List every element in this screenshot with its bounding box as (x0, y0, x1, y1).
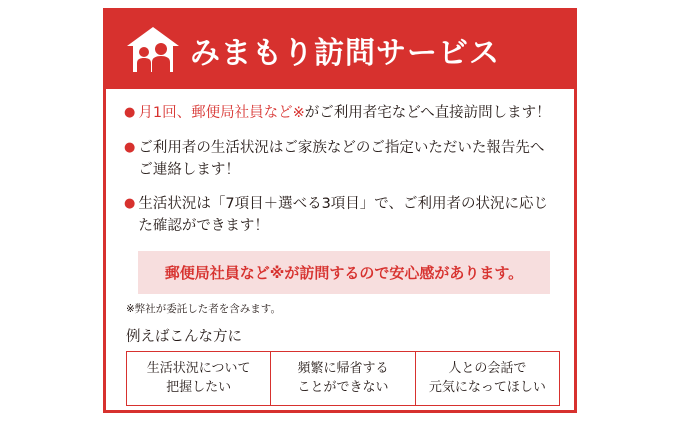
example-cell: 頻繁に帰省する ことができない (271, 352, 415, 406)
example-cell: 生活状況について 把握したい (127, 352, 271, 406)
example-section-title: 例えばこんな方に (126, 328, 242, 345)
bullet-dot-icon: ● (124, 139, 136, 155)
list-item (124, 138, 556, 182)
example-table (126, 351, 560, 407)
list-item-text (138, 103, 556, 125)
service-card (103, 8, 577, 413)
card-header (106, 11, 574, 89)
example-cell: 人との会話で 元気になってほしい (428, 360, 546, 395)
list-item-text: 生活状況は「7項目＋選べる3項目」で、ご利用者の状況に応じた確認ができます！ (138, 196, 549, 234)
footnote: ※弊社が委託した者を含みます。 (126, 302, 281, 315)
assurance-banner: 郵便局社員など※が訪問するので安心感があります。 (138, 251, 550, 294)
list-item-text: ご利用者の生活状況はご家族などのご指定いただいた報告先へご連絡します！ (138, 139, 545, 178)
list-item-highlight: 月1回、郵便局社員など※ (138, 105, 305, 121)
house-with-people-icon (124, 24, 182, 76)
card-body (106, 89, 574, 406)
feature-list (124, 103, 556, 238)
list-item-rest: がご利用者宅などへ直接訪問します！ (304, 105, 551, 121)
bullet-dot-icon: ● (124, 105, 136, 120)
list-item (124, 103, 556, 125)
bullet-dot-icon: ● (124, 196, 136, 212)
list-item (124, 194, 556, 238)
card-title: みまもり訪問サービス (190, 36, 500, 71)
